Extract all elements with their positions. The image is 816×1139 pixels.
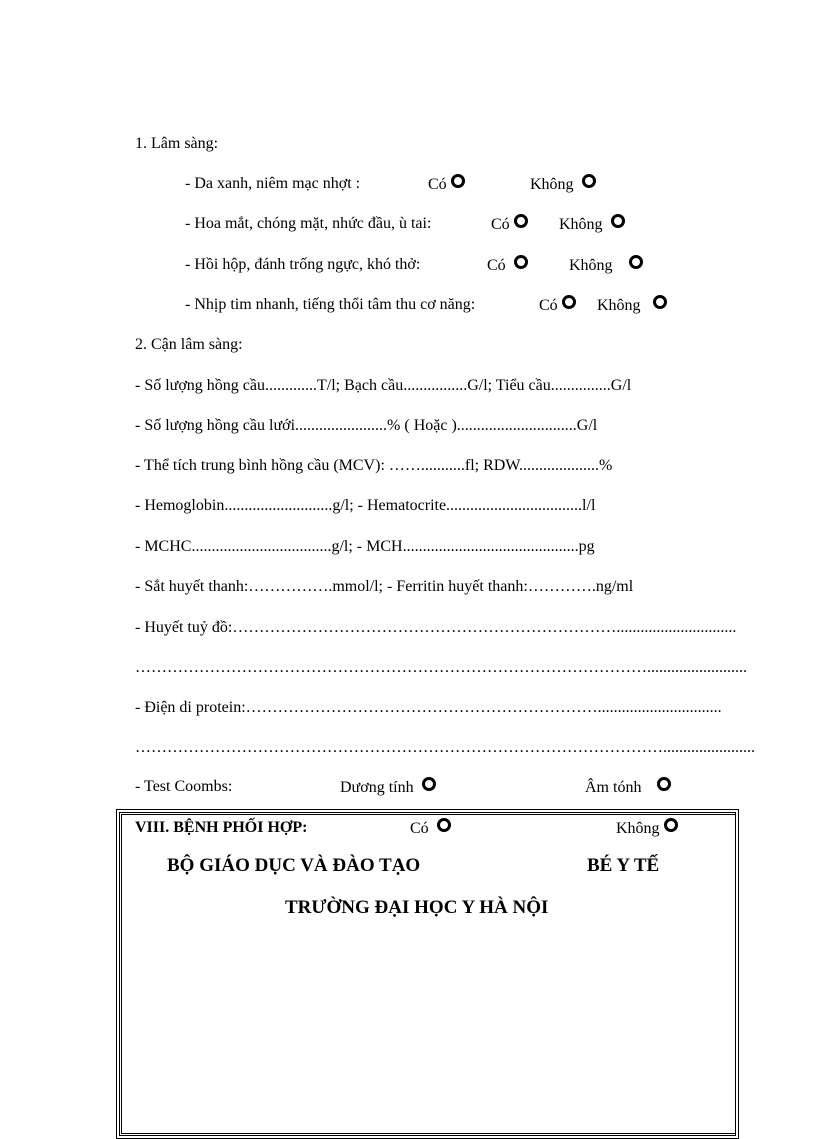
option-no[interactable]: Không [616,818,678,839]
symptom-label: - Nhịp tim nhanh, tiếng thổi tâm thu cơ năng: [185,296,476,313]
option-yes[interactable]: Có [487,255,528,276]
radio-icon[interactable] [514,255,528,269]
lab-line-mcv: - Thể tích trung bình hồng cầu (MCV): ……...........fl; RDW....................% [135,457,613,474]
section1-heading: 1. Lâm sàng: [135,135,219,152]
option-no[interactable]: Không [569,255,643,276]
radio-icon[interactable] [422,777,436,791]
option-no[interactable]: Không [530,174,596,195]
coombs-label: - Test Coombs: [135,778,233,795]
radio-icon[interactable] [664,818,678,832]
symptom-label: - Hồi hộp, đánh trống ngực, khó thở: [185,256,421,273]
lab-line-electrophoresis-cont: ………………………………………………………………………………………....................... [135,739,755,756]
radio-icon[interactable] [657,777,671,791]
lab-line-marrow-cont: ……………………………………………………………………………………......................... [135,659,747,676]
radio-icon[interactable] [653,295,667,309]
option-yes[interactable]: Có [410,818,451,839]
lab-line-hemoglobin: - Hemoglobin...........................g/l; - Hematocrite..................................l/l [135,497,596,514]
option-no[interactable]: Không [597,295,667,316]
radio-icon[interactable] [562,295,576,309]
lab-line-electrophoresis: - Điện di protein:…………………………………………………………............................... [135,699,722,716]
section8-heading: VIII. BỆNH PHỐI HỢP: [135,819,308,836]
radio-icon[interactable] [451,174,465,188]
symptom-label: - Hoa mắt, chóng mặt, nhức đầu, ù tai: [185,215,432,232]
symptom-label: - Da xanh, niêm mạc nhợt : [185,175,361,192]
lab-line-marrow: - Huyết tuỷ đồ:……………………………………………………………….............................. [135,619,737,636]
lab-line-iron: - Sắt huyết thanh:…………….mmol/l; - Ferritin huyết thanh:………….ng/ml [135,578,634,595]
radio-icon[interactable] [514,214,528,228]
option-yes[interactable]: Có [428,174,465,195]
radio-icon[interactable] [582,174,596,188]
radio-icon[interactable] [611,214,625,228]
ministry-left: BỘ GIÁO DỤC VÀ ĐÀO TẠO [167,855,421,876]
lab-line-blood-count: - Số lượng hồng cầu.............T/l; Bạch cầu................G/l; Tiểu cầu...............G/l [135,377,632,394]
coombs-positive[interactable]: Dương tính [340,777,436,798]
radio-icon[interactable] [629,255,643,269]
option-yes[interactable]: Có [491,214,528,235]
radio-icon[interactable] [437,818,451,832]
option-yes[interactable]: Có [539,295,576,316]
university-title: TRƯỜNG ĐẠI HỌC Y HÀ NỘI [285,897,549,918]
lab-line-mchc: - MCHC...................................g/l; - MCH............................................pg [135,538,595,555]
section2-heading: 2. Cận lâm sàng: [135,336,243,353]
lab-line-reticulocyte: - Số lượng hồng cầu lưới.......................% ( Hoặc )..............................G/l [135,417,598,434]
coombs-negative[interactable]: Âm tónh [585,777,671,798]
ministry-right: BÉ Y TẾ [587,855,660,876]
option-no[interactable]: Không [559,214,625,235]
